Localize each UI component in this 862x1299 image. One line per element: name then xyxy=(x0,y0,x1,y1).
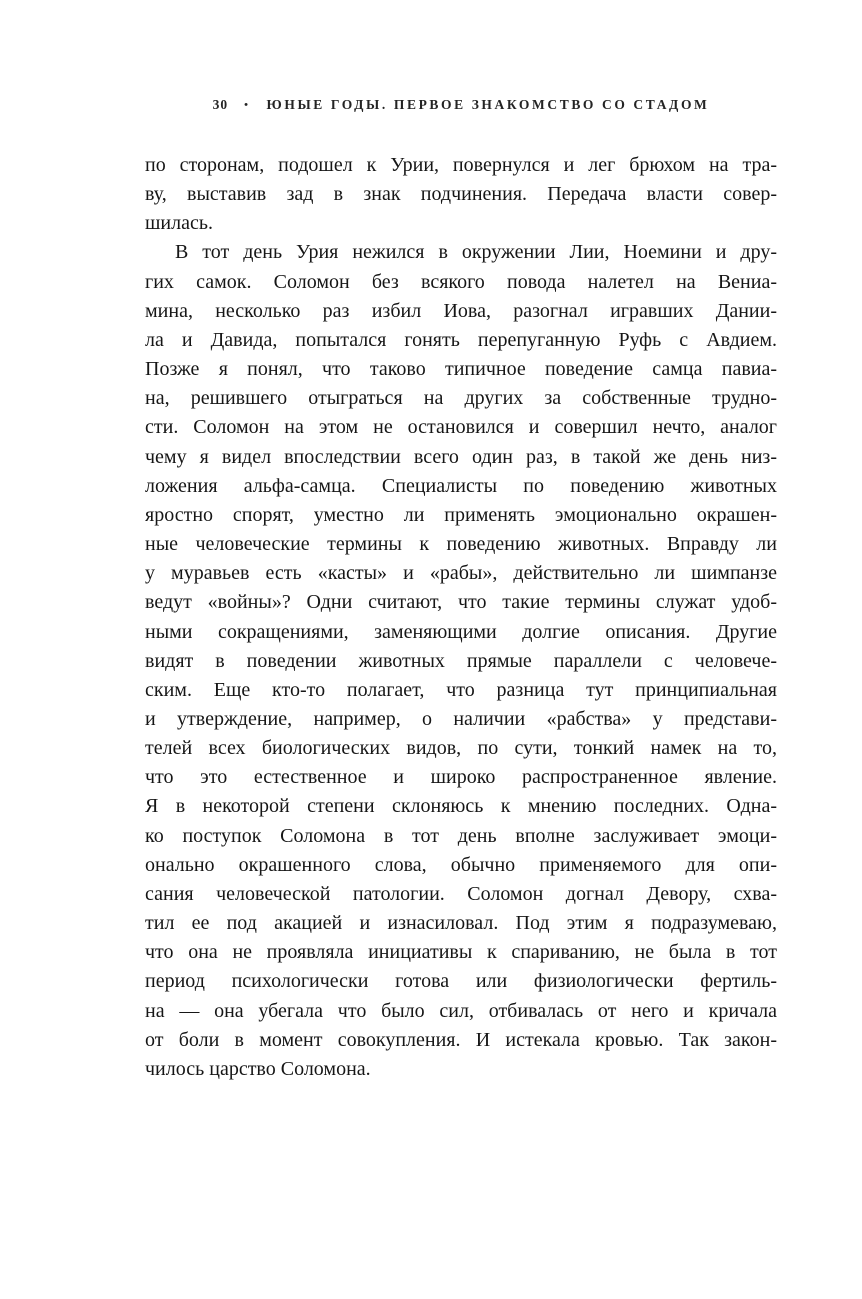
text-line: гих самок. Соломон без всякого повода налетел на Вениа- xyxy=(145,270,777,293)
text-line: ведут «войны»? Одни считают, что такие термины служат удоб- xyxy=(145,591,777,614)
text-line: чилось царство Соломона. xyxy=(145,1057,371,1080)
text-line: ными сокращениями, заменяющими долгие описания. Другие xyxy=(145,620,777,643)
text-line: ко поступок Соломона в тот день вполне заслуживает эмоци- xyxy=(145,824,777,847)
text-line: онально окрашенного слова, обычно применяемого для опи- xyxy=(145,853,777,876)
text-line: сания человеческой патологии. Соломон догнал Девору, схва- xyxy=(145,882,777,905)
page-number: 30 xyxy=(212,97,229,112)
text-line: мина, несколько раз избил Иова, разогнал игравших Дании- xyxy=(145,299,777,322)
text-line: видят в поведении животных прямые параллели с человече- xyxy=(145,649,777,672)
paragraph xyxy=(145,238,777,1084)
page-header xyxy=(145,97,777,113)
bullet-separator-icon: • xyxy=(244,99,251,111)
text-line: ским. Еще кто-то полагает, что разница тут принципиальная xyxy=(145,678,777,701)
text-line: ву, выставив зад в знак подчинения. Передача власти совер- xyxy=(145,183,777,206)
text-line: В тот день Урия нежился в окружении Лии, Ноемини и дру- xyxy=(175,241,777,264)
text-line: период психологически готова или физиологически фертиль- xyxy=(145,970,777,993)
text-line: что это естественное и широко распространенное явление. xyxy=(145,766,777,789)
text-line: тил ее под акацией и изнасиловал. Под этим я подразумеваю, xyxy=(145,912,777,935)
text-line: шилась. xyxy=(145,212,213,235)
text-line: ложения альфа-самца. Специалисты по поведению животных xyxy=(145,474,777,497)
body-text xyxy=(145,151,777,1084)
text-line: от боли в момент совокупления. И истекала кровью. Так закон- xyxy=(145,1028,777,1051)
text-line: ла и Давида, попытался гонять перепуганную Руфь с Авдием. xyxy=(145,328,777,351)
text-line: у муравьев есть «касты» и «рабы», действительно ли шимпанзе xyxy=(145,562,777,585)
text-line: телей всех биологических видов, по сути, тонкий намек на то, xyxy=(145,737,777,760)
text-line: на, решившего отыграться на других за собственные трудно- xyxy=(145,387,777,410)
text-line: по сторонам, подошел к Урии, повернулся и лег брюхом на тра- xyxy=(145,154,777,176)
text-line: на — она убегала что было сил, отбивалась от него и кричала xyxy=(145,999,777,1022)
text-line: Я в некоторой степени склоняюсь к мнению последних. Одна- xyxy=(145,795,777,818)
running-head-title: ЮНЫЕ ГОДЫ. ПЕРВОЕ ЗНАКОМСТВО СО СТАДОМ xyxy=(266,97,710,112)
text-line: и утверждение, например, о наличии «рабства» у представи- xyxy=(145,707,777,730)
text-line: сти. Соломон на этом не остановился и совершил нечто, аналог xyxy=(145,416,777,439)
text-line: чему я видел впоследствии всего один раз, в такой же день низ- xyxy=(145,445,777,468)
text-line: что она не проявляла инициативы к спариванию, не была в тот xyxy=(145,941,777,964)
text-line: яростно спорят, уместно ли применять эмоционально окрашен- xyxy=(145,503,777,526)
paragraph xyxy=(145,151,777,238)
text-line: Позже я понял, что таково типичное поведение самца павиа- xyxy=(145,358,777,381)
text-line: ные человеческие термины к поведению животных. Вправду ли xyxy=(145,533,777,556)
